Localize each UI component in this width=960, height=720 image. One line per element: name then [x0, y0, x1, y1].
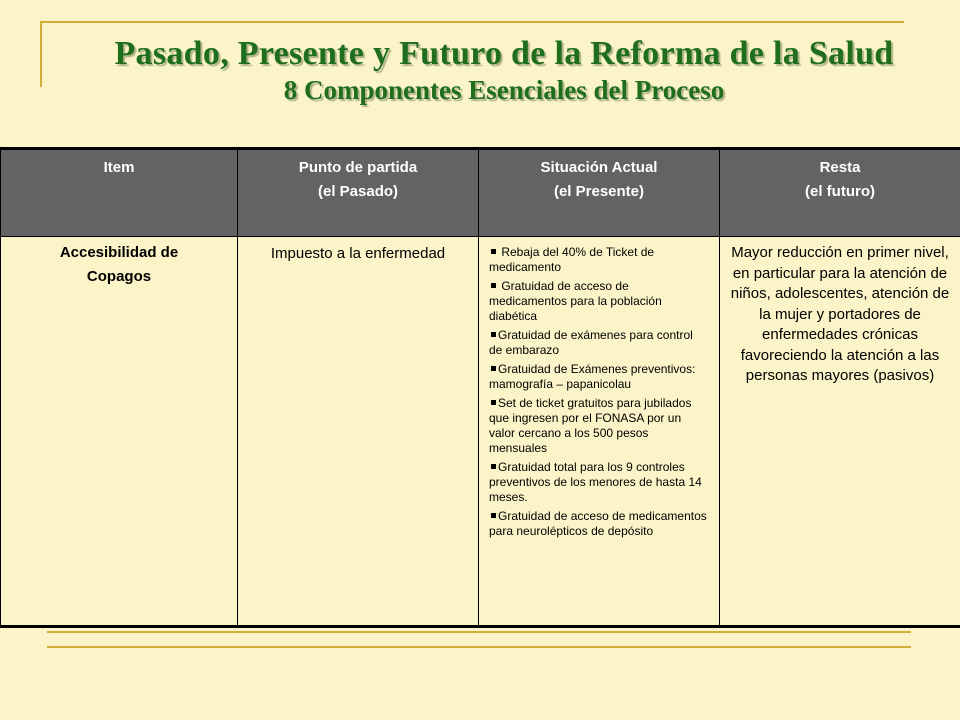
- list-item-text: Gratuidad de exámenes para control de embarazo: [489, 328, 693, 357]
- header-actual-label: Situación Actual: [540, 159, 658, 176]
- square-bullet-icon: [491, 400, 496, 405]
- list-item: [489, 509, 709, 539]
- table-row: [1, 237, 960, 627]
- list-item-text: Set de ticket gratuitos para jubilados que ingresen por el FONASA por un valor cercano a los 500 pesos mensuales: [489, 396, 692, 455]
- list-item-text: Gratuidad de acceso de medicamentos para neurolépticos de depósito: [489, 509, 707, 538]
- list-item: [489, 362, 709, 392]
- cell-resta: [720, 237, 960, 627]
- list-item: [489, 396, 709, 456]
- header-resta-label: Resta: [819, 159, 861, 176]
- left-rule: [40, 21, 42, 87]
- bottom-rule-upper: [47, 631, 911, 633]
- list-item: [489, 245, 709, 275]
- table-header-row: [1, 149, 960, 237]
- list-item-text: Gratuidad total para los 9 controles preventivos de los menores de hasta 14 meses.: [489, 460, 702, 504]
- header-actual-sublabel: (el Presente): [553, 183, 645, 200]
- square-bullet-icon: [491, 249, 496, 254]
- list-item: [489, 328, 709, 358]
- components-table: [0, 147, 960, 628]
- header-partida-label: Punto de partida: [298, 159, 418, 176]
- header-situacion-actual: [479, 149, 720, 237]
- header-resta-sublabel: (el futuro): [805, 183, 875, 200]
- square-bullet-icon: [491, 283, 496, 288]
- square-bullet-icon: [491, 332, 496, 337]
- square-bullet-icon: [491, 464, 496, 469]
- header-item: [1, 149, 238, 237]
- title-block: [48, 34, 960, 106]
- cell-situacion-actual: [479, 237, 720, 627]
- cell-punto-de-partida: [238, 237, 479, 627]
- bottom-rule-lower: [47, 646, 911, 648]
- header-resta: [720, 149, 960, 237]
- cell-item: [1, 237, 238, 627]
- actual-list: [489, 245, 709, 539]
- page-title: Pasado, Presente y Futuro de la Reforma de la Salud: [114, 35, 894, 72]
- list-item-text: Gratuidad de Exámenes preventivos: mamografía – papanicolau: [489, 362, 696, 391]
- resta-text: Mayor reducción en primer nivel, en particular para la atención de niños, adolescentes, atención de la mujer y portadores de enfermedades crónicas favoreciendo la atención a las personas mayores (pasivos): [730, 244, 950, 384]
- header-partida-sublabel: (el Pasado): [317, 183, 399, 200]
- item-name-line1: Accesibilidad de: [59, 244, 179, 261]
- list-item-text: Rebaja del 40% de Ticket de medicamento: [489, 245, 655, 274]
- page-subtitle: 8 Componentes Esenciales del Proceso: [283, 75, 725, 105]
- top-rule: [40, 21, 904, 23]
- list-item: [489, 460, 709, 505]
- square-bullet-icon: [491, 513, 496, 518]
- item-name-line2: Copagos: [86, 268, 152, 285]
- list-item: [489, 279, 709, 324]
- header-punto-de-partida: [238, 149, 479, 237]
- partida-text: Impuesto a la enfermedad: [270, 245, 446, 262]
- list-item-text: Gratuidad de acceso de medicamentos para la población diabética: [489, 279, 662, 323]
- square-bullet-icon: [491, 366, 496, 371]
- header-item-label: Item: [103, 159, 135, 176]
